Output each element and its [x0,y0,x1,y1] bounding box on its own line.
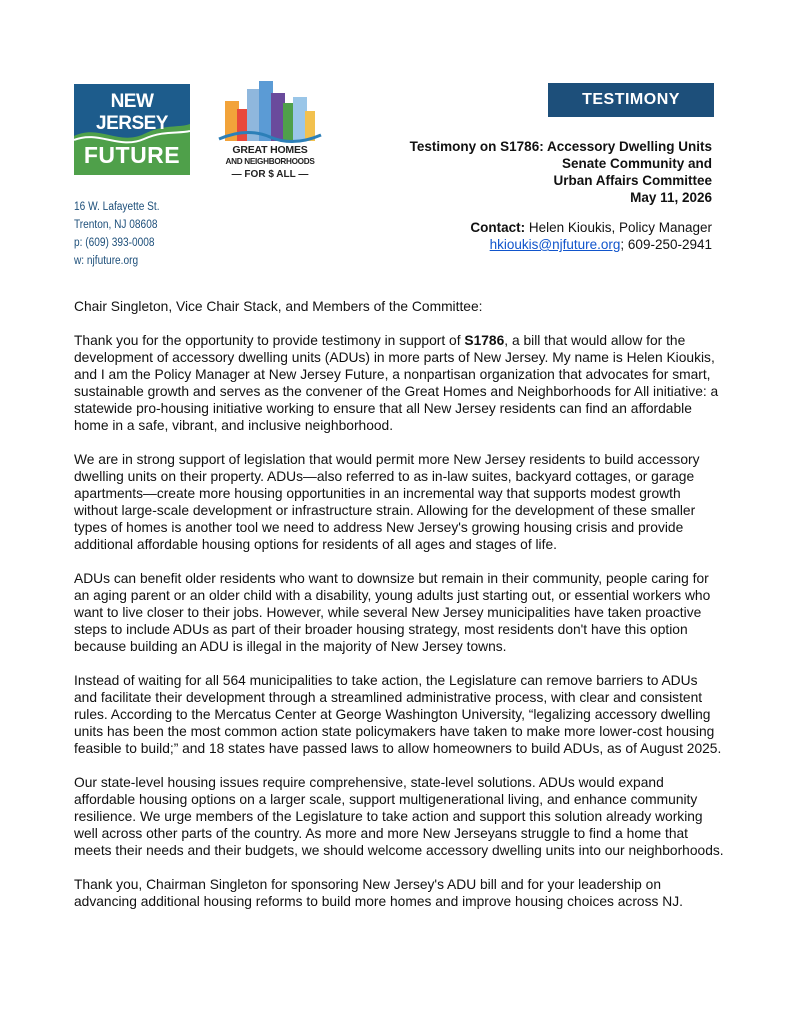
logo-text-new-jersey: NEW JERSEY [96,91,168,134]
contact-label: Contact: [470,220,526,235]
contact-phone: ; 609-250-2941 [620,237,712,252]
header-committee-line1: Senate Community and [561,156,712,171]
header-committee-line2: Urban Affairs Committee [553,173,712,188]
header-date: May 11, 2026 [630,190,712,205]
address-website: w: njfuture.org [74,255,139,267]
address-city: Trenton, NJ 08608 [74,219,158,231]
paragraph-1 [74,332,724,434]
paragraph-5: Our state-level housing issues require comprehensive, state-level solutions. ADUs would expand affordable housing options on a larger scale, support multigenerational living, and enhance community resilience. We urge members of the Legislature to take action and support this solution already working well across other parts of the country. As more and more New Jerseyans struggle to find a home that meets their needs and their budgets, we should welcome accessory dwelling units into our neighborhoods. [74,775,724,858]
testimony-body [74,298,724,927]
organization-address [74,198,160,270]
paragraph-4: Instead of waiting for all 564 municipalities to take action, the Legislature can remove barriers to ADUs and facilitate their development through a streamlined administrative process, with clear and consistent rules. According to the Mercatus Center at George Washington University, “legalizing accessory dwelling units has been the most common action state policymakers have taken to make more lower-cost housing feasible to build;” and 18 states have passed laws to allow homeowners to build ADUs, as of August 2025. [74,673,722,756]
paragraph-6: Thank you, Chairman Singleton for sponsoring New Jersey's ADU bill and for your leadership on advancing additional housing reforms to build more homes and improve housing choices across NJ. [74,877,683,909]
header-title: Testimony on S1786: Accessory Dwelling Units [409,139,712,154]
contact-name: Helen Kioukis, Policy Manager [525,220,712,235]
testimony-header [410,138,712,206]
paragraph-1-rest: , a bill that would allow for the development of accessory dwelling units (ADUs) in more parts of New Jersey. My name is Helen Kioukis, and I am the Policy Manager at New Jersey Future, a nonpartisan organization that advocates for smart, sustainable growth and serves as the convener of the Great Homes and Neighborhoods for All initiative: a statewide pro-housing initiative working to ensure that all New Jersey residents can find an affordable home in a safe, vibrant, and inclusive neighborhood. [74,333,719,433]
logo-text-for-all: — FOR $ ALL — [231,169,309,180]
contact-line [470,219,712,236]
bill-number: S1786 [464,333,505,348]
paragraph-2: We are in strong support of legislation that would permit more New Jersey residents to build accessory dwelling units on their property. ADUs—also referred to as in-law suites, backyard cottages, or garage apartments—create more housing opportunities in an incremental way that supports modest growth without large-scale development or infrastructure strain. Allowing for the development of these smaller types of homes is another tool we need to address New Jersey's growing housing crisis and provide additional affordable housing options for residents of all ages and stages of life. [74,452,700,552]
new-jersey-future-logo [74,84,190,175]
logo-text-great-homes: GREAT HOMES [232,144,308,156]
buildings-graphic [217,79,323,145]
paragraph-3: ADUs can benefit older residents who want to downsize but remain in their community, people caring for an aging parent or an older child with a disability, young adults just starting out, or essential workers who want to live closer to their jobs. However, while several New Jersey municipalities have taken proactive steps to include ADUs as part of their broader housing strategy, most residents don't have this option because building an ADU is illegal in the majority of New Jersey towns. [74,571,711,654]
paragraph-1-intro: Thank you for the opportunity to provide testimony in support of [74,333,465,348]
logo-text-and-neighborhoods: AND NEIGHBORHOODS [225,157,315,166]
address-street: 16 W. Lafayette St. [74,201,160,213]
address-phone: p: (609) 393-0008 [74,237,155,249]
great-homes-logo [217,79,323,183]
contact-block [470,219,712,253]
logo-text-future: FUTURE [83,142,181,168]
contact-email-link[interactable]: hkioukis@njfuture.org [489,237,621,252]
testimony-badge: TESTIMONY [548,83,714,117]
salutation: Chair Singleton, Vice Chair Stack, and Members of the Committee: [74,299,483,314]
contact-details [470,236,712,253]
